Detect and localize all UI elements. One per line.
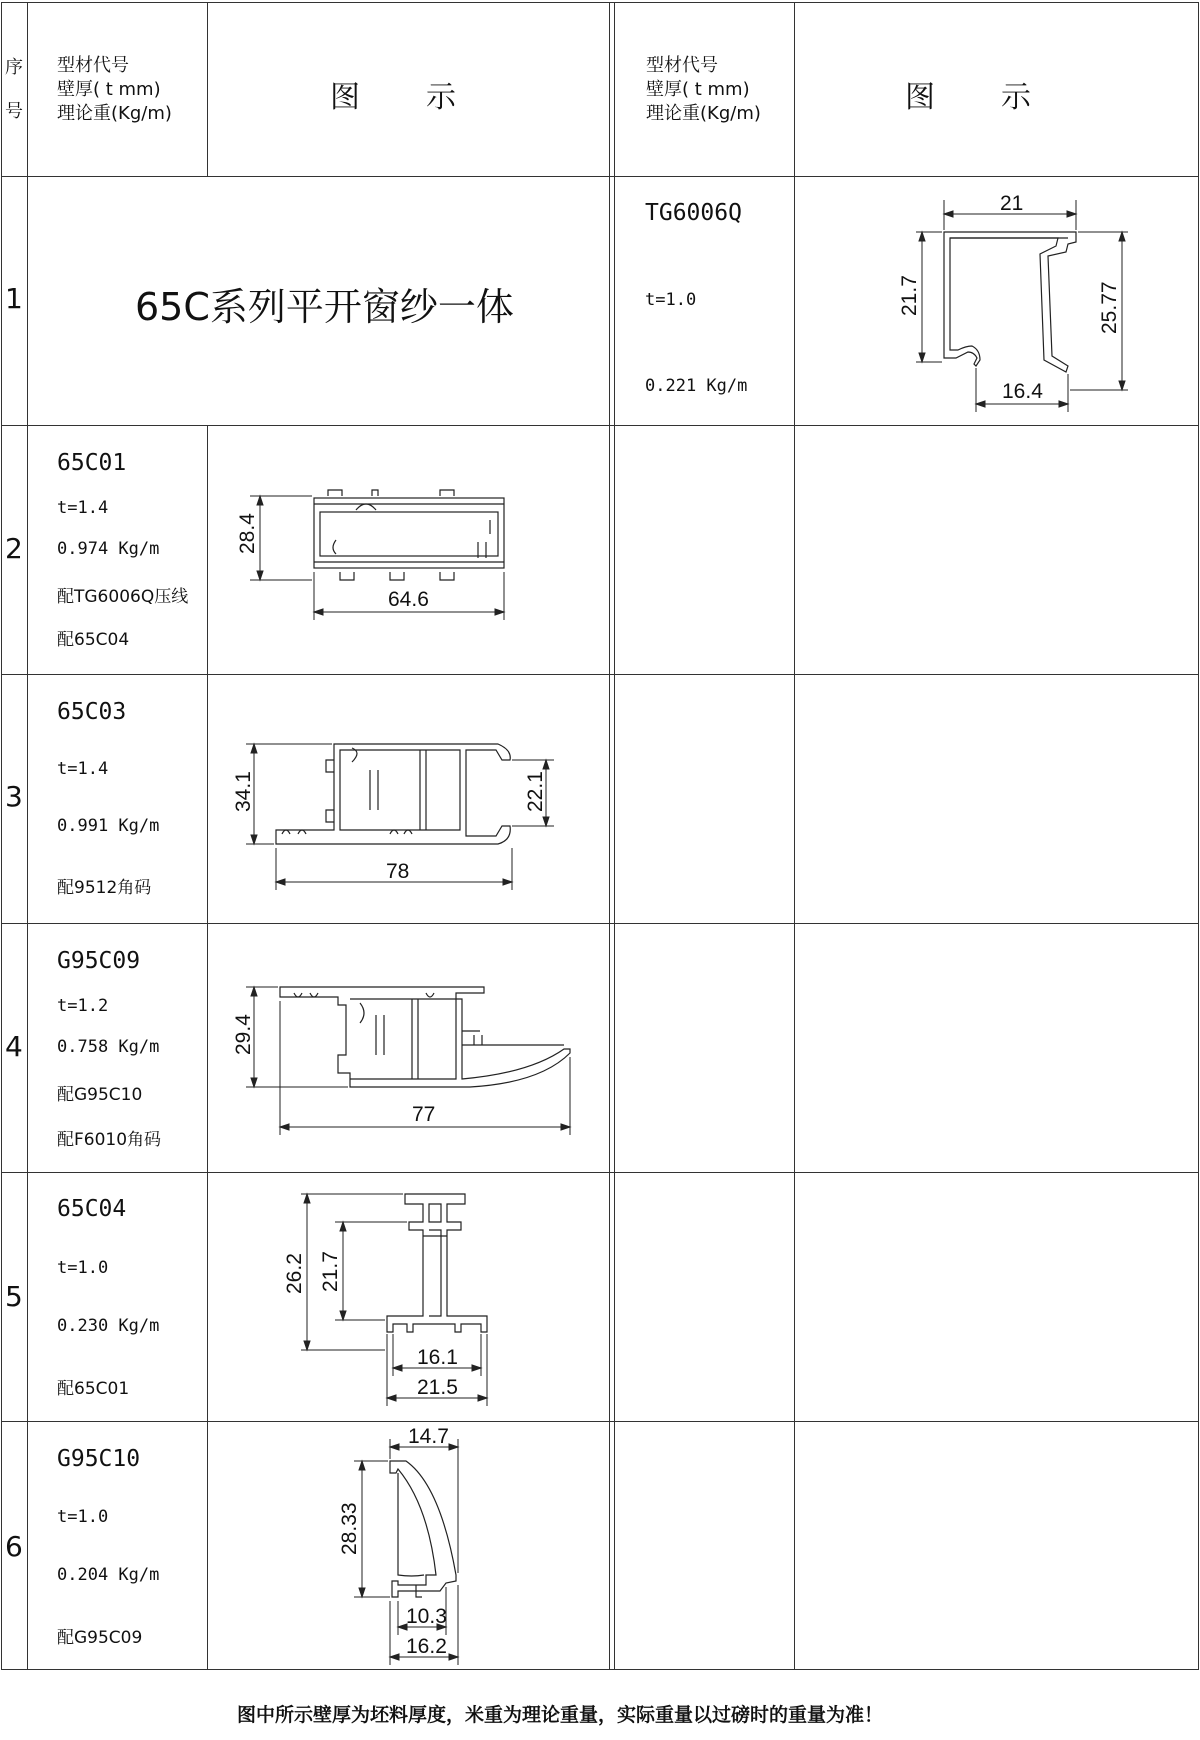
profile-thickness: t=1.0 bbox=[645, 290, 697, 310]
profile-drawing-g95c10 bbox=[320, 1425, 500, 1670]
profile-code: G95C09 bbox=[57, 948, 141, 974]
grid-hline bbox=[1, 425, 1199, 426]
profile-note: 配G95C10 bbox=[57, 1085, 143, 1105]
profile-drawing-g95c09 bbox=[230, 975, 580, 1145]
dim-label: 28.33 bbox=[338, 1502, 361, 1555]
dim-label: 21.7 bbox=[898, 275, 921, 316]
dim-label: 16.2 bbox=[406, 1635, 447, 1658]
profile-note: 配65C04 bbox=[57, 630, 130, 650]
header-right-diagram-label: 图 示 bbox=[905, 80, 1033, 115]
footer-note: 图中所示壁厚为坯料厚度，米重为理论重量，实际重量以过磅时的重量为准！ bbox=[237, 1704, 884, 1726]
grid-vline bbox=[27, 2, 28, 1670]
profile-thickness: t=1.4 bbox=[57, 759, 109, 779]
grid-hline bbox=[1, 1421, 1199, 1422]
header-left-code-label: 型材代号 bbox=[57, 55, 129, 76]
dim-label: 29.4 bbox=[232, 1014, 255, 1055]
profile-weight: 0.230 Kg/m bbox=[57, 1316, 160, 1336]
grid-hline bbox=[1, 923, 1199, 924]
dim-label: 78 bbox=[386, 860, 410, 883]
profile-drawing-tg6006q bbox=[880, 180, 1140, 420]
grid-vline bbox=[207, 425, 208, 1670]
profile-thickness: t=1.0 bbox=[57, 1258, 109, 1278]
dim-label: 21.7 bbox=[319, 1251, 342, 1292]
grid-hline bbox=[1, 674, 1199, 675]
row-seq: 5 bbox=[5, 1280, 23, 1313]
header-seq-char-1: 序 bbox=[5, 57, 23, 78]
profile-thickness: t=1.4 bbox=[57, 498, 109, 518]
profile-thickness: t=1.2 bbox=[57, 996, 109, 1016]
dim-label: 10.3 bbox=[406, 1605, 447, 1628]
profile-weight: 0.991 Kg/m bbox=[57, 816, 160, 836]
profile-weight: 0.974 Kg/m bbox=[57, 539, 160, 559]
profile-weight: 0.221 Kg/m bbox=[645, 376, 748, 396]
profile-note: 配65C01 bbox=[57, 1379, 130, 1399]
grid-vline bbox=[614, 2, 615, 1670]
dim-label: 28.4 bbox=[236, 513, 259, 554]
header-left-weight-label: 理论重(Kg/m) bbox=[57, 103, 172, 124]
profile-drawing-65c01 bbox=[236, 480, 540, 640]
header-left-thickness-label: 壁厚( t mm) bbox=[57, 79, 161, 100]
dim-label: 16.1 bbox=[417, 1346, 458, 1369]
row-seq: 4 bbox=[5, 1030, 23, 1063]
profile-code: 65C04 bbox=[57, 1196, 127, 1222]
grid-vline bbox=[609, 2, 610, 1670]
profile-thickness: t=1.0 bbox=[57, 1507, 109, 1527]
dim-label: 14.7 bbox=[408, 1425, 449, 1448]
dim-label: 16.4 bbox=[1002, 380, 1043, 403]
grid-hline bbox=[1, 1172, 1199, 1173]
row-seq: 1 bbox=[5, 282, 23, 315]
profile-weight: 0.204 Kg/m bbox=[57, 1565, 160, 1585]
grid-hline bbox=[1, 176, 1199, 177]
profile-weight: 0.758 Kg/m bbox=[57, 1037, 160, 1057]
header-seq-char-2: 号 bbox=[5, 101, 23, 122]
profile-code: 65C01 bbox=[57, 450, 127, 476]
dim-label: 64.6 bbox=[388, 588, 429, 611]
header-right-code-label: 型材代号 bbox=[646, 55, 718, 76]
header-right-weight-label: 理论重(Kg/m) bbox=[646, 103, 761, 124]
profile-drawing-65c03 bbox=[230, 730, 570, 895]
dim-label: 21.5 bbox=[417, 1376, 458, 1399]
row-seq: 3 bbox=[5, 780, 23, 813]
grid-vline bbox=[207, 2, 208, 176]
dim-label: 21 bbox=[1000, 192, 1024, 215]
dim-label: 22.1 bbox=[524, 771, 547, 812]
profile-note: 配9512角码 bbox=[57, 878, 152, 898]
profile-code: 65C03 bbox=[57, 699, 127, 725]
profile-note: 配F6010角码 bbox=[57, 1130, 162, 1150]
header-left-diagram-label: 图 示 bbox=[330, 80, 458, 115]
profile-code: TG6006Q bbox=[645, 200, 742, 226]
profile-note: 配TG6006Q压线 bbox=[57, 587, 189, 607]
header-right-thickness-label: 壁厚( t mm) bbox=[646, 79, 750, 100]
row-seq: 2 bbox=[5, 532, 23, 565]
dim-label: 25.77 bbox=[1098, 281, 1121, 334]
dim-label: 34.1 bbox=[232, 771, 255, 812]
profile-code: G95C10 bbox=[57, 1446, 141, 1472]
grid-vline bbox=[794, 2, 795, 1670]
series-title: 65C系列平开窗纱一体 bbox=[135, 285, 514, 329]
dim-label: 77 bbox=[412, 1103, 436, 1126]
dim-label: 26.2 bbox=[283, 1253, 306, 1294]
row-seq: 6 bbox=[5, 1530, 23, 1563]
profile-note: 配G95C09 bbox=[57, 1628, 143, 1648]
profile-drawing-65c04 bbox=[285, 1180, 505, 1415]
